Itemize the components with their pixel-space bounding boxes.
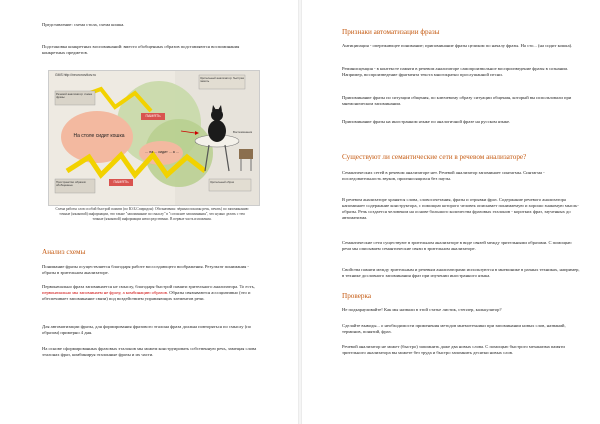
cat-body [208,120,226,142]
paragraph: Подстановка конкретных воспоминаний: вместо обобщенных образов подставляются воспоминания конкретных предметов. [42,44,240,55]
left-page [0,0,296,424]
paragraph: Свойства памяти между зрительным и речевым анализаторами используются в мнемонике в разных техниках, например, в технике дословного запоминания фраз при изучении иностранного языка. [342,267,580,278]
small-furniture [239,149,253,159]
heading-signs: Признаки автоматизации фразы [342,28,440,36]
right-page [304,0,600,424]
paragraph [42,284,262,302]
memory-label-top: ПАМЯТЬ [145,113,161,118]
paragraph: Для автоматизации фразы, для формирования фразового эталона фраза должна повторяться по смыслу (по образам) примерно 4 дня. [42,324,252,335]
paragraph: Понимание фразы осуществляется благодаря работе воссоздающего воображения. Результат понимания - образы в зрительном анализаторе. [42,264,249,275]
paragraph: Семантические сети существуют в зрительном анализаторе в виде связей между зрительными образами. С помощью речи мы описываем семантические связи в зрительном анализаторе. [342,240,572,251]
memory-diagram [48,70,260,206]
heading-semantic: Существуют ли семантические сети в речевом анализаторе? [342,153,527,161]
caption-line: точные (языковой) информации непосредственно. В первые часть изложения. [92,216,212,221]
text-run: Первоначально фраза запоминается не смыслу, благодаря быстрой памяти зрительного анализатора. То есть, [42,284,255,289]
paragraph: Не подкарауливайте! Как мы назвали в этой статье листик, степлер, калькулятор? [342,307,502,312]
paragraph: Семантических сетей в речевом анализаторе нет. Речевой анализатор запоминает синтагмы. Синтагма - последовательность звуков, произносящихся без паузы. [342,170,545,181]
caption-line: Схема работы слов особой быстрой памяти (по Ю.Б.Спиридон): Обозначения: чёрным показан речь, печать) по запоминанию [55,207,249,211]
box-top-left-text: Речевой анализатор: схема фразы [56,92,92,100]
highlight-text: первоначально мы запоминаем не фразу, а комбинацию образов. [42,290,169,295]
paragraph: Речевой анализатор не может (быстро) запомнить даже два новых слова. С помощью быстрого механизма памяти зрительного анализатора вы можете без труда и быстро запомнить десятки новых слов. [342,344,565,355]
cat-head [211,109,223,121]
paragraph: Припоминание фразы по ситуации общения, по ключевому образу ситуации общения, который вы использовали при мнемоническом запоминании. [342,95,572,106]
paragraph: Припоминание фразы на иностранном языке по аналогичной фразе на русском языке. [342,119,511,124]
paragraph: Сделайте выводы... о необходимости применения методов мнемотехники при запоминании новых слов, названий, терминов, понятий, фраз. [342,323,566,334]
book-gutter [298,0,302,424]
gms-label: GMS http://neuronovikov.ru [55,73,97,77]
bubble-right-text: ... на ... сидит ... а ... [145,150,179,154]
paragraph: Антиципация - опережающее понимание; припоминание фразы целиком по началу фразы. На сто... (на сидит кошка). [342,43,573,48]
box-top-right-text: Зрительный анализатор: быстрая память [200,76,244,84]
paragraph: На основе сформированных фразовых эталонов мы можем конструировать собственную речь, замещая слова эталонах фраз, комбинируя эталонные фразы и их части. [42,346,257,357]
heading-analysis: Анализ схемы [42,248,86,256]
caption-line: точные (языковой) информации, что также "запоминание по смыслу" в "согласнее запоминания", что нужно делать с тем [59,211,245,216]
box-bottom-right-text: Зрительный образ [210,180,235,184]
box-right-mid-text: Воспоминания [233,130,253,134]
heading-check: Проверка [342,292,372,300]
memory-label-bottom: ПАМЯТЬ [113,179,129,184]
bubble-big-text: На столе сидит кошка [73,133,125,139]
paragraph: Представление: схема стола, схема кошка. [42,22,125,27]
figure-caption [42,207,262,221]
box-bottom-left-text: Пространство образов: обобщенные [56,180,87,188]
paragraph: Реминисценция - в контексте памяти в речевом анализаторе самопроизвольное воспроизведение фразы в сознании. Например, воспроизведение фрагмента текста многократно прослушанной песни. [342,66,569,77]
paragraph: В речевом анализаторе хранятся слова, словосочетания, фразы и отрывки фраз. Содержание речевого анализатора напоминает содержание конструктора, с помощью которого человек описывает понимаемую и хорошо знакомую мысль-образы. Речь создается человеком на основе большого количества фразовых эталонов - коротких фраз, заученных до автоматизма. [342,197,579,220]
text-run: Образы связываются ассоциативно (это и обеспечивает запоминание связи) под воздействием управляющих элементов речи. [42,290,251,301]
